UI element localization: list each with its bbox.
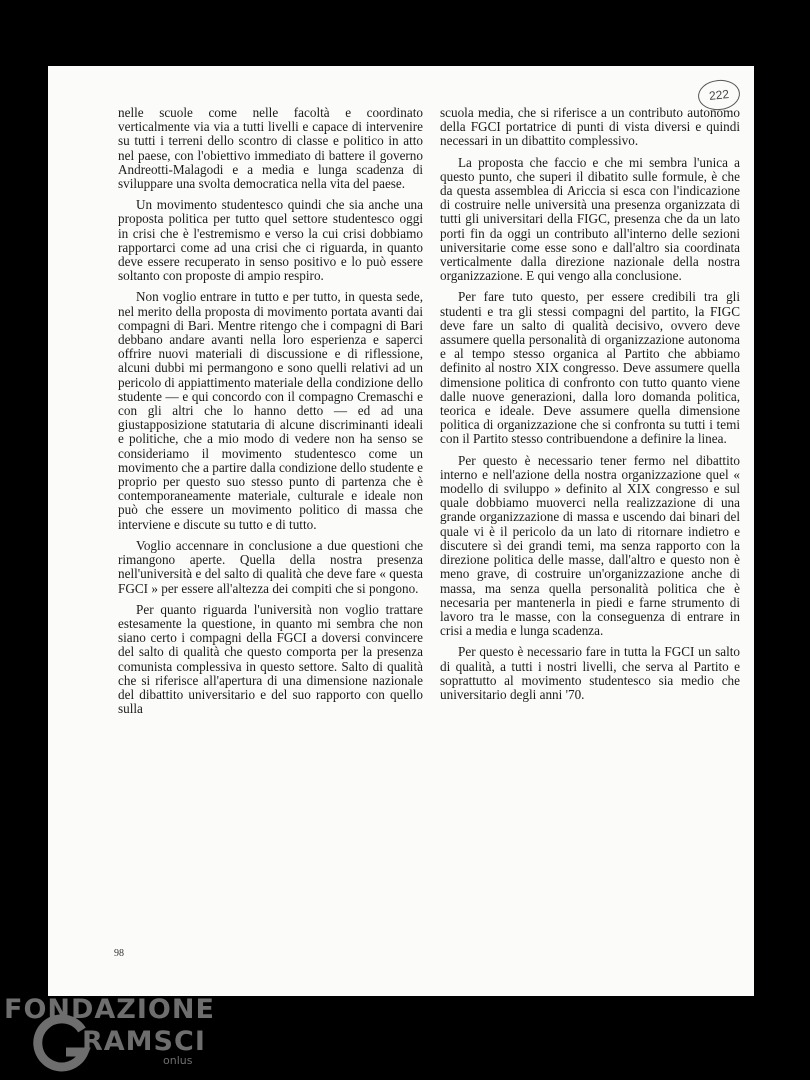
- paragraph: Non voglio entrare in tutto e per tutto, in questa sede, nel merito della proposta di movimento portata avanti dai compagni di Bari. Mentre ritengo che i compagni di Bari debbano andare avanti nella loro esperienza e saperci offrire nuovi materiali di discussione e di riflessione, alcuni dubbi mi permangono e sono quelli relativi ad un pericolo di appiattimento materiale della condizione dello studente — e qui concordo con il compagno Cremaschi e con gli altri che lo hanno detto — ed ad una giustapposizione statutaria di alcune discriminanti ideali e politiche, che a mio modo di vedere non ha senso se consideriamo il movimento studentesco come un movimento che a partire dalla condizione dello studente e proprio per questo suo stesso punto di partenza che è contemporaneamente materiale, culturale e ideale non può che essere un movimento politico di massa che interviene e discute su tutto e di tutto.: [118, 289, 423, 532]
- paragraph: Per questo è necessario tener fermo nel dibattito interno e nell'azione della nostra organizzazione quel « modello di sviluppo » definito al XIX congresso e sul quale dobbiamo muoverci nella realizzazione di una grande organizzazione di massa e uscendo dai binari del quale vi è il pericolo da un lato di ritornare indietro e discutere sì dei grandi temi, ma senza rapporto con la direzione politica delle masse, dall'altro e questo non è meno grave, di costruire un'organizzazione anche di massa, ma senza quella personalità politica che è necesaria per mantenerla in piedi e farne strumento di lavoro tra le masse, con la conseguenza di entrare in crisi a media e lunga scadenza.: [440, 452, 740, 639]
- paragraph: scuola media, che si riferisce a un contributo autonomo della FGCI portatrice di punti di vista diversi e quindi necessari in un dibattito complessivo.: [440, 105, 740, 149]
- left-column: [118, 106, 423, 723]
- page-number: 98: [114, 948, 124, 959]
- paragraph: Per quanto riguarda l'università non voglio trattare estesamente la questione, in quanto mi sembra che non siano certo i compagni della FGCI a doversi convincere del salto di qualità che questo comporta per la presenza comunista complessiva in questo settore. Salto di qualità che si riferisce all'apertura di una dimensione nazionale del dibattito universitario e del suo rapporto con quello sulla: [118, 601, 423, 717]
- document-page: [48, 66, 754, 996]
- paragraph: Per fare tuto questo, per essere credibili tra gli studenti e tra gli stessi compagni del partito, la FIGC deve fare un salto di qualità decisivo, ovvero deve assumere quella personalità di organizzazione autonoma e al tempo stesso organica al Partito che abbiamo definito al nostro XIX congresso. Deve assumere quella dimensione politica di confronto con tutto quanto viene dalle nuove generazioni, dalla loro domanda politica, teorica e ideale. Deve assumere quella dimensione politica di organizzazione che si confronta su tutti i temi con il Partito stesso contribuendone a definire la linea.: [440, 289, 740, 447]
- watermark-line1: FONDAZIONE: [4, 994, 215, 1025]
- right-column: [440, 106, 740, 709]
- watermark-line2: RAMSCI: [82, 1026, 206, 1057]
- paragraph: nelle scuole come nelle facoltà e coordinato verticalmente via via a tutti livelli e capace di intervenire su tutti i terreni dello scontro di classe e politico in atto nel paese, con l'obiettivo immediato di battere il governo Andreotti-Malagodi e a media e lunga scadenza di sviluppare una svolta democratica nella vita del paese.: [118, 105, 423, 192]
- paragraph: Per questo è necessario fare in tutta la FGCI un salto di qualità, a tutti i nostri livelli, che serva al Partito e soprattutto al movimento studentesco sia medio che universitario degli anni '70.: [440, 644, 740, 702]
- paragraph: Un movimento studentesco quindi che sia anche una proposta politica per tutto quel settore studentesco oggi in crisi che è l'estremismo e verso la cui crisi dobbiamo rapportarci come ad una crisi che ci riguarda, in quanto deve essere recuperato in senso positivo e lo può essere soltanto con proposte di ampio respiro.: [118, 197, 423, 284]
- watermark-suffix: onlus: [163, 1054, 193, 1067]
- paragraph: Voglio accennare in conclusione a due questioni che rimangono aperte. Quella della nostra presenza nell'università e del salto di qualità che deve fare « questa FGCI » per essere all'altezza dei compiti che si pongono.: [118, 537, 423, 596]
- paragraph: La proposta che faccio e che mi sembra l'unica a questo punto, che superi il dibatito sulle formule, è che da questa assemblea di Ariccia si esca con l'indicazione di costruire nelle università una presenza organizzata di tutti gli universitari della FIGC, presenza che da un lato porti fin da oggi un contributo all'interno delle sezioni universitarie come esse sono e dall'altro sia coordinata verticalmente dalla direzione nazionale della nostra organizzazione. E qui vengo alla conclusione.: [440, 154, 740, 284]
- fondazione-gramsci-watermark: [0, 986, 230, 1080]
- archive-page-stamp: 222: [697, 78, 742, 112]
